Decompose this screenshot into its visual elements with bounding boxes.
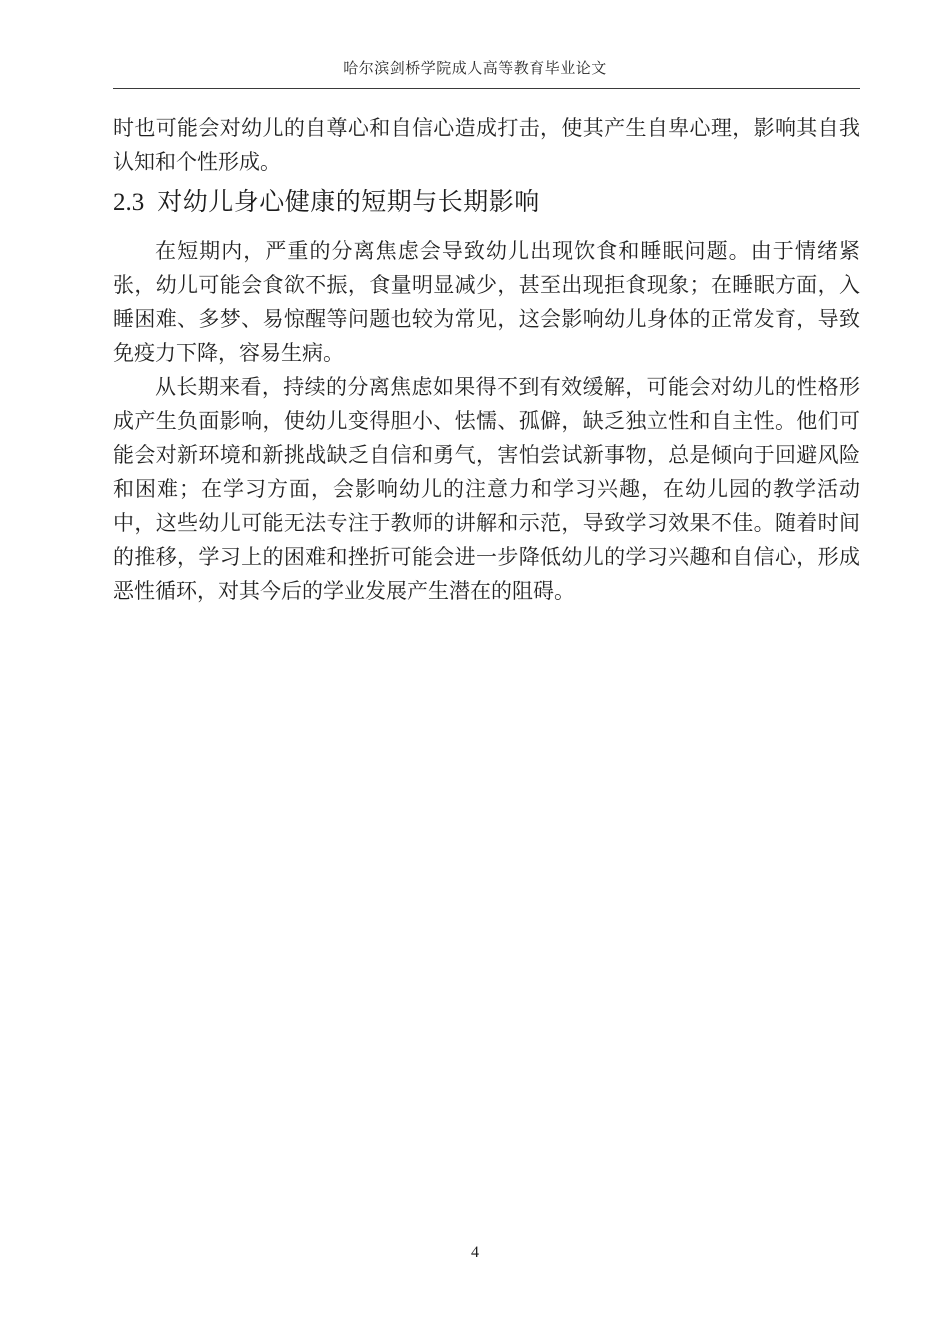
page-header-title: 哈尔滨剑桥学院成人高等教育毕业论文 (343, 61, 607, 77)
body-paragraph-short-term: 在短期内，严重的分离焦虑会导致幼儿出现饮食和睡眠问题。由于情绪紧张，幼儿可能会食欲不振，食量明显减少，甚至出现拒食现象；在睡眠方面，入睡困难、多梦、易惊醒等问题也较为常见，这会影响幼儿身体的正常发育，导致免疫力下降，容易生病。 (113, 239, 860, 365)
section-heading-number: 2.3 (113, 189, 145, 216)
continuation-paragraph: 时也可能会对幼儿的自尊心和自信心造成打击，使其产生自卑心理，影响其自我认知和个性形成。 (113, 116, 860, 174)
page-number: 4 (471, 1244, 479, 1261)
document-content (113, 111, 860, 608)
body-paragraph-long-term: 从长期来看，持续的分离焦虑如果得不到有效缓解，可能会对幼儿的性格形成产生负面影响，使幼儿变得胆小、怯懦、孤僻，缺乏独立性和自主性。他们可能会对新环境和新挑战缺乏自信和勇气，害怕尝试新事物，总是倾向于回避风险和困难；在学习方面，会影响幼儿的注意力和学习兴趣，在幼儿园的教学活动中，这些幼儿可能无法专注于教师的讲解和示范，导致学习效果不佳。随着时间的推移，学习上的困难和挫折可能会进一步降低幼儿的学习兴趣和自信心，形成恶性循环，对其今后的学业发展产生潜在的阻碍。 (113, 375, 860, 603)
section-heading (113, 185, 860, 220)
header-divider-line (113, 88, 860, 89)
section-heading-title: 对幼儿身心健康的短期与长期影响 (157, 188, 540, 216)
